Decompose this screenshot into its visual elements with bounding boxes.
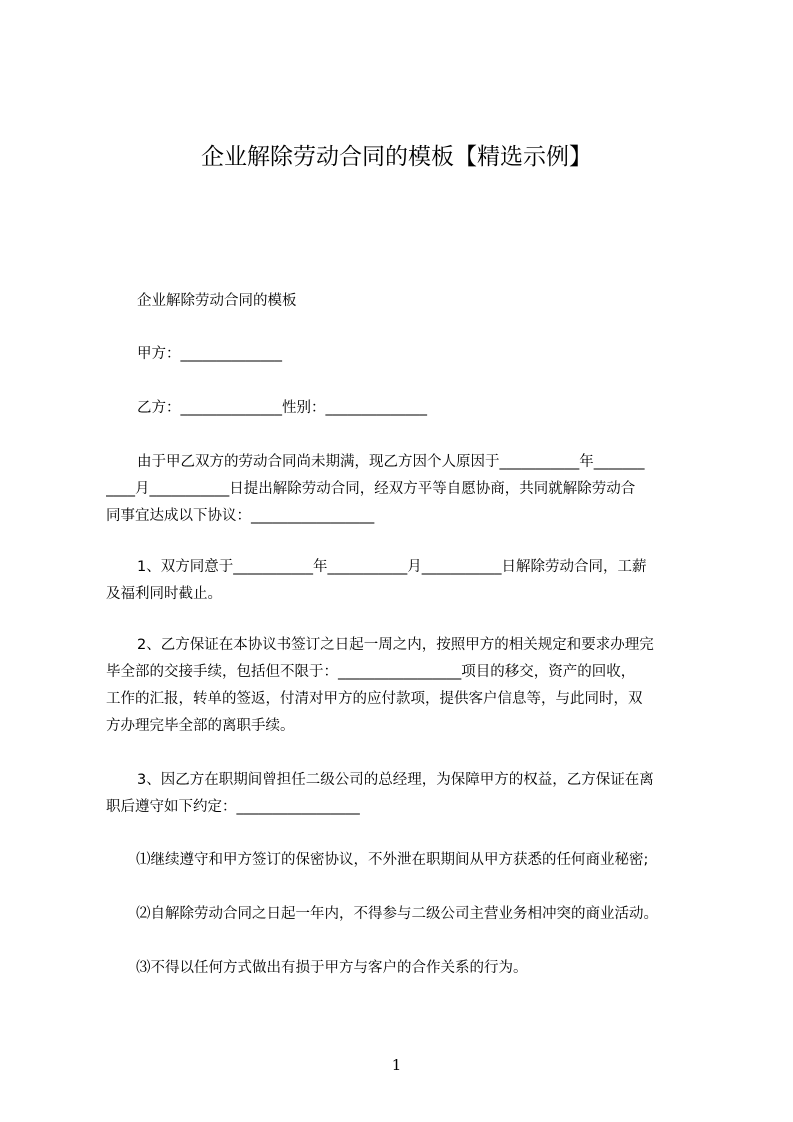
page-number: 1 (391, 1056, 402, 1074)
intro-paragraph (106, 449, 710, 530)
sub-item: ⑶不得以任何方式做出有损于甲方与客户的合作关系的行为。 (136, 960, 528, 976)
clause-line: 及福利同时截止。 (106, 586, 222, 602)
sub-item: ⑵自解除劳动合同之日起一年内，不得参与二级公司主营业务相冲突的商业活动。 (136, 906, 658, 922)
clause-line: 1、双方同意于___________年___________月___________日解除劳动合同，工薪 (137, 559, 647, 575)
clause-1-paragraph (106, 554, 710, 608)
document-title: 企业解除劳动合同的模板【精选示例】 (201, 144, 592, 170)
clause-line: 职后遵守如下约定：_________________ (106, 799, 360, 815)
sub-item: ⑴继续遵守和甲方签订的保密协议，不外泄在职期间从甲方获悉的任何商业秘密; (136, 852, 649, 868)
party-b-line: 乙方：______________性别：______________ (137, 400, 427, 416)
clause-2-paragraph (106, 632, 710, 740)
intro-line: 由于甲乙双方的劳动合同尚未期满，现乙方因个人原因于___________年_______ (137, 454, 645, 470)
clause-line: 2、乙方保证在本协议书签订之日起一周之内，按照甲方的相关规定和要求办理完 (137, 637, 654, 653)
document-subtitle: 企业解除劳动合同的模板 (137, 293, 297, 309)
clause-line: 毕全部的交接手续，包括但不限于：_________________项目的移交，资产的回收， (106, 664, 636, 680)
clause-line: 方办理完毕全部的离职手续。 (106, 718, 295, 734)
clause-3-paragraph (106, 767, 710, 821)
clause-line: 工作的汇报，转单的签返，付清对甲方的应付款项，提供客户信息等，与此同时，双 (106, 691, 643, 707)
party-a-line: 甲方：______________ (137, 346, 282, 362)
intro-line: ____月___________日提出解除劳动合同，经双方平等自愿协商，共同就解除劳动合 (106, 481, 636, 497)
intro-line: 同事宜达成以下协议：_________________ (106, 508, 375, 524)
clause-line: 3、因乙方在职期间曾担任二级公司的总经理，为保障甲方的权益，乙方保证在离 (137, 772, 654, 788)
